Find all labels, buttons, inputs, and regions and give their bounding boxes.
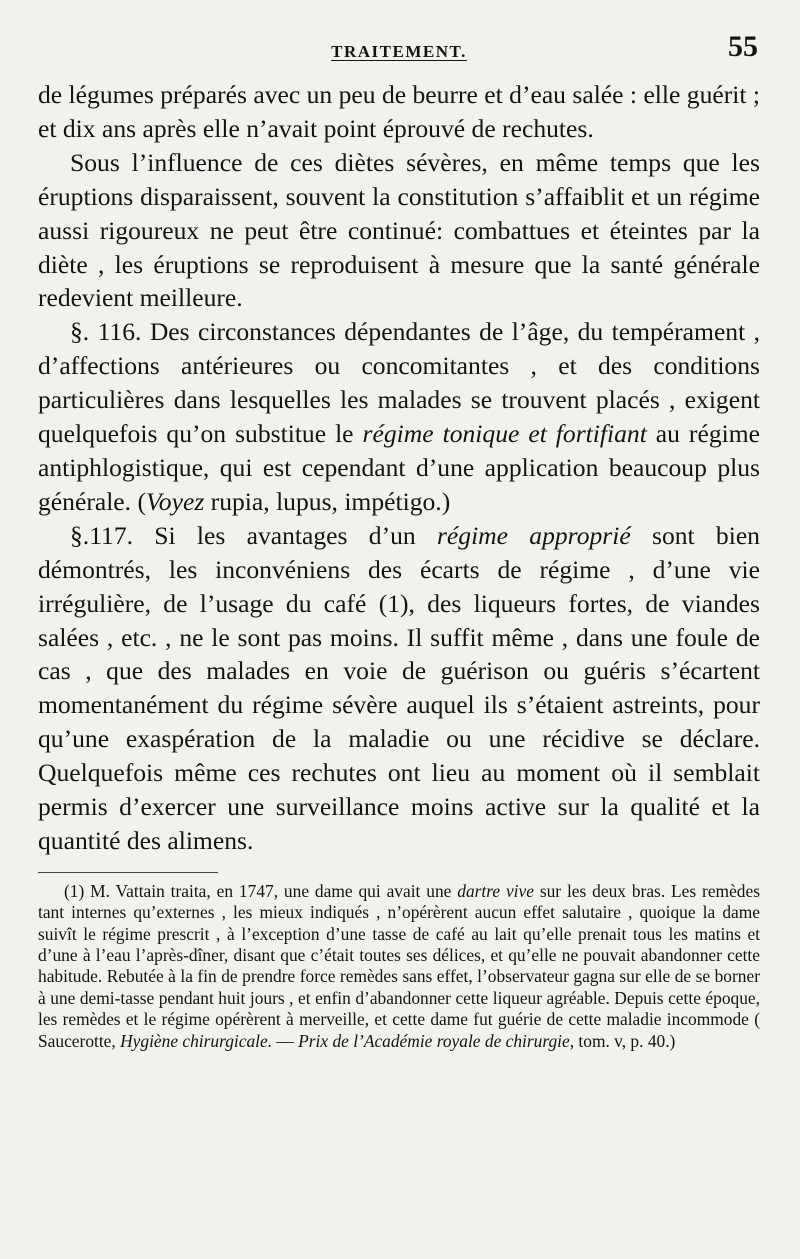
text-run: — [272, 1030, 299, 1051]
running-title: TRAITEMENT. [331, 42, 467, 61]
paragraph-section-116 [38, 315, 760, 518]
italic-text: dartre vive [457, 880, 534, 901]
text-run: sont bien démontrés, les inconvéniens des écarts de régime , d’une vie irrégulière, de l’usage du café (1), des liqueurs fortes, de viandes salées , etc. , ne le sont pas moins. Il suffit même , dans une foule de cas , que des malades en voie de guérison ou guéris s’écartent momentanément du régime sévère auquel ils s’étaient astreints, pour qu’une exaspération de la maladie ou une récidive se déclare. Quelquefois même ces rechutes ont lieu au moment où il semblait permis d’exercer une surveillance moins active sur la qualité et la quantité des alimens. [38, 520, 760, 855]
italic-text: Prix de l’Académie royale de chirurgie [298, 1030, 570, 1051]
page-number: 55 [728, 30, 758, 63]
italic-text: régime approprié [436, 520, 631, 550]
text-run: rupia, lupus, impétigo.) [204, 486, 451, 516]
text-run: de légumes préparés avec un peu de beurre et d’eau salée : elle guérit ; et dix ans après elle n’avait point éprouvé de rechutes. [38, 80, 760, 143]
text-run: au régime antiphlogistique, qui est cependant d’une application beaucoup plus générale. ( [38, 419, 760, 516]
italic-text: Hygiène chirurgicale. [120, 1030, 273, 1051]
page-header [38, 30, 760, 78]
text-run: §. 116. Des circonstances dépendantes de l’âge, du tempérament , d’affections antérieures ou concomitantes , et des conditions particulières dans lesquelles les malades se trouvent placés , exigent quelquefois qu’on substitue le [38, 317, 760, 449]
text-run: , tom. v, p. 40.) [569, 1030, 676, 1051]
italic-text: régime tonique et fortifiant [362, 419, 647, 449]
main-text [38, 78, 760, 858]
footnote [38, 881, 760, 1052]
paragraph-section-117 [38, 519, 760, 858]
paragraph-continuation [38, 78, 760, 146]
footnote-divider [38, 872, 218, 873]
text-run: sur les deux bras. Les remèdes tant internes qu’externes , les mieux indiqués , n’opérèrent aucun effet salutaire , quoique la dame suivît le régime prescrit , à l’exception d’une tasse de café au lait qu’elle prenait tous les matins et d’une à l’eau l’après-dîner, disant que c’était toutes ses délices, et qu’elle ne pouvait abandonner cette habitude. Rebutée à la fin de prendre force remèdes sans effet, l’observateur gagna sur elle de se borner à une demi-tasse pendant huit jours , et enfin d’abandonner cette liqueur agréable. Depuis cette époque, les remèdes et le régime opérèrent à merveille, et cette dame fut guérie de cette maladie incommode ( Saucerotte, [38, 880, 760, 1051]
text-run: §.117. Si les avantages d’un [70, 520, 437, 550]
text-run: Sous l’influence de ces diètes sévères, en même temps que les éruptions disparaissent, souvent la constitution s’affaiblit et un régime aussi rigoureux ne peut être continué: combattues et éteintes par la diète , les éruptions se reproduisent à mesure que la santé générale redevient meilleure. [38, 147, 760, 313]
text-run: (1) M. Vattain traita, en 1747, une dame qui avait une [64, 880, 458, 901]
italic-text: Voyez [146, 486, 205, 516]
paragraph-severe-diets [38, 146, 760, 316]
